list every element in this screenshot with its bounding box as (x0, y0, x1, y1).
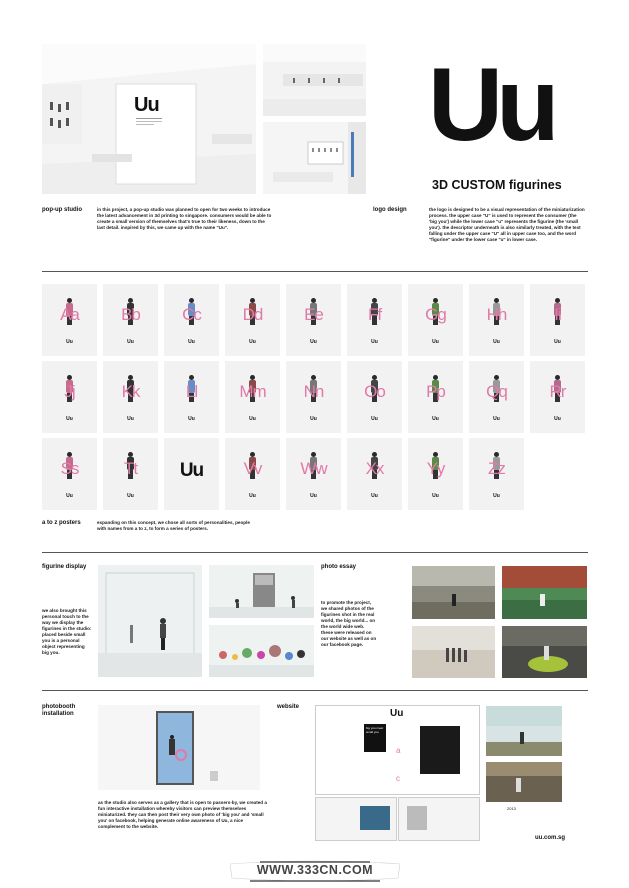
booth-screen (156, 711, 194, 785)
website-logo: Uu (390, 708, 404, 719)
poster-letters: Nn (303, 382, 324, 401)
figurine-display-label: figurine display (42, 564, 87, 570)
poster-letters: Yy (426, 459, 445, 478)
poster-logo: Uu (127, 416, 134, 422)
poster-logo: Uu (493, 339, 500, 345)
figurine-display-photo-1 (209, 565, 314, 618)
posters-text: expanding on this concept, we chose all sorts of personalities, people with names from a to z, to form a series of posters. (97, 520, 250, 531)
poster-uu (164, 438, 219, 510)
display-case-illustration (98, 565, 202, 677)
poster-letters: Cc (182, 305, 201, 324)
poster-letters: Ss (60, 459, 79, 478)
watermark-text: WWW.333CN.COM (256, 863, 374, 877)
popup-studio-text: in this project, a pop-up studio was planned to open for two weeks to introduce the latest advancement in 3d printing to singapore. consumers would be able to create a small version of themselves that's true to their likeness, down to the last detail. inspired by this, we came up with the name "Uu". (97, 207, 272, 230)
website-label: website (277, 704, 300, 710)
poster-aa (42, 284, 97, 356)
poster-yy (408, 438, 463, 510)
poster-logo: Uu (493, 416, 500, 422)
poster-logo: Uu (554, 416, 561, 422)
divider-3 (42, 690, 588, 691)
website-screenshot: Uu big you meet small you a c (315, 705, 480, 795)
photobooth-label: photobooth installation (42, 704, 76, 717)
poster-dd (225, 284, 280, 356)
studio-wall-photo (263, 122, 366, 194)
poster-logo: Uu (310, 339, 317, 345)
photo-essay-beach (412, 626, 495, 678)
poster-letters: Vv (243, 459, 262, 478)
mobile-1-scene (486, 706, 562, 756)
poster-mm (225, 361, 280, 433)
popup-studio-main-photo (42, 44, 256, 194)
photo-essay-shoes (502, 626, 587, 678)
figurine-display-photo-main (98, 565, 202, 677)
poster-ll (164, 361, 219, 433)
poster-logo: Uu (310, 493, 317, 499)
website-tagline: big you meet small you (366, 726, 384, 734)
poster-logo: Uu (66, 416, 73, 422)
poster-letters: Bb (121, 305, 140, 324)
photo-essay-street (412, 566, 495, 619)
poster-tt (103, 438, 158, 510)
toys-illustration (209, 625, 314, 677)
poster-logo: Uu (310, 416, 317, 422)
street-scene (412, 566, 495, 619)
poster-rr (530, 361, 585, 433)
poster-ww (286, 438, 341, 510)
poster-letters: Hh (486, 305, 507, 324)
poster-hh (469, 284, 524, 356)
shoes-scene (502, 626, 587, 678)
poster-logo: Uu (249, 339, 256, 345)
poster-letters: Zz (488, 459, 505, 478)
poster-logo: Uu (554, 339, 561, 345)
poster-zz (469, 438, 524, 510)
poster-ee (286, 284, 341, 356)
poster-ii (530, 284, 585, 356)
poster-bb (103, 284, 158, 356)
arcade-scene (502, 566, 587, 619)
poster-letters: Ii (554, 305, 561, 324)
poster-letters: Qq (486, 382, 507, 401)
logo-design-text: the logo is designed to be a visual representation of the miniaturization process. the upper case "U" is used to represent the consumer (the 'big you') while the lower case "u" represents the figurine (the 'small you'). the descriptor underneath is also similarly treated, with the text falling under the upper case "U" all in upper case too, and the word "figurine" under the lower case "u" in lower case. (429, 207, 585, 242)
poster-kk (103, 361, 158, 433)
poster-letters: Mm (239, 382, 266, 401)
studio-shelf-photo (263, 44, 366, 116)
logo-design-label: logo design (373, 207, 407, 213)
poster-letters: Oo (364, 382, 385, 401)
poster-nn (286, 361, 341, 433)
divider-1 (42, 271, 588, 272)
poster-logo-mark: Uu (179, 460, 204, 481)
photo-essay-label: photo essay (321, 564, 357, 570)
poster-letters: Xx (365, 459, 384, 478)
studio-sign-logo: Uu (134, 94, 159, 116)
website-mobile-1 (486, 706, 562, 756)
website-url: uu.com.sg (535, 835, 566, 841)
poster-letters: Gg (425, 305, 446, 324)
poster-logo: Uu (188, 339, 195, 345)
website-year: 2013 (507, 806, 516, 811)
poster-letters: Ww (300, 459, 327, 478)
studio-sign-text-lines (136, 118, 162, 125)
photo-essay-text: to promote the project, we shared photos of the figurines shot in the real world, the big world... on the world wide web. these were released on our website as well as on our facebook page. (321, 600, 377, 647)
poster-logo: Uu (127, 493, 134, 499)
posters-label: a to z posters (42, 520, 81, 526)
photo-essay-arcade (502, 566, 587, 619)
shelf-camera-illustration (209, 565, 314, 618)
poster-xx (347, 438, 402, 510)
poster-vv (225, 438, 280, 510)
poster-ff (347, 284, 402, 356)
poster-letters: Ll (185, 382, 198, 401)
poster-logo: Uu (371, 416, 378, 422)
poster-logo: Uu (371, 339, 378, 345)
wall-illustration (263, 122, 366, 194)
poster-pp (408, 361, 463, 433)
poster-ss (42, 438, 97, 510)
divider-2 (42, 552, 588, 553)
poster-letters: Ee (304, 305, 323, 324)
poster-logo: Uu (66, 493, 73, 499)
beach-scene (412, 626, 495, 678)
figurine-display-photo-2 (209, 625, 314, 677)
poster-cc (164, 284, 219, 356)
poster-letters: Dd (242, 305, 263, 324)
poster-logo: Uu (432, 339, 439, 345)
poster-logo: Uu (249, 493, 256, 499)
shelf-illustration (263, 44, 366, 116)
brand-logo: Uu (428, 47, 553, 163)
poster-letters: Pp (426, 382, 445, 401)
poster-jj (42, 361, 97, 433)
poster-letters: Tt (123, 459, 138, 478)
poster-letters: Rr (549, 382, 566, 401)
photobooth-photo (98, 705, 260, 790)
poster-oo (347, 361, 402, 433)
poster-logo: Uu (249, 416, 256, 422)
brand-tagline: 3D CUSTOM figurines (432, 178, 562, 192)
website-black-panel (364, 724, 386, 752)
website-screenshot-3 (398, 797, 480, 841)
figurine-display-text: we also brought this personal touch to the way we display the figurines in the studio: placed beside small you is a personal object representing big you. (42, 608, 92, 655)
mobile-2-scene (486, 762, 562, 802)
poster-letters: Aa (60, 305, 79, 324)
poster-gg (408, 284, 463, 356)
website-screenshot-2 (315, 797, 397, 841)
popup-studio-label: pop-up studio (42, 207, 82, 213)
poster-logo: Uu (371, 493, 378, 499)
poster-logo: Uu (432, 416, 439, 422)
website-hero (420, 726, 460, 774)
poster-letters: Ff (367, 305, 382, 324)
poster-logo: Uu (127, 339, 134, 345)
website-mobile-2 (486, 762, 562, 802)
poster-logo: Uu (188, 416, 195, 422)
poster-logo: Uu (432, 493, 439, 499)
poster-letters: Jj (64, 382, 75, 401)
poster-qq (469, 361, 524, 433)
poster-logo: Uu (66, 339, 73, 345)
photobooth-text: as the studio also serves as a gallery that is open to passers-by, we created a fun interactive installation whereby visitors can preview themselves miniaturized. they can then post their very own photo of 'big you' and 'small you' on facebook, helping generate online awareness of Uu, a nice complement to the website. (98, 800, 267, 829)
poster-logo: Uu (493, 493, 500, 499)
poster-letters: Kk (121, 382, 140, 401)
